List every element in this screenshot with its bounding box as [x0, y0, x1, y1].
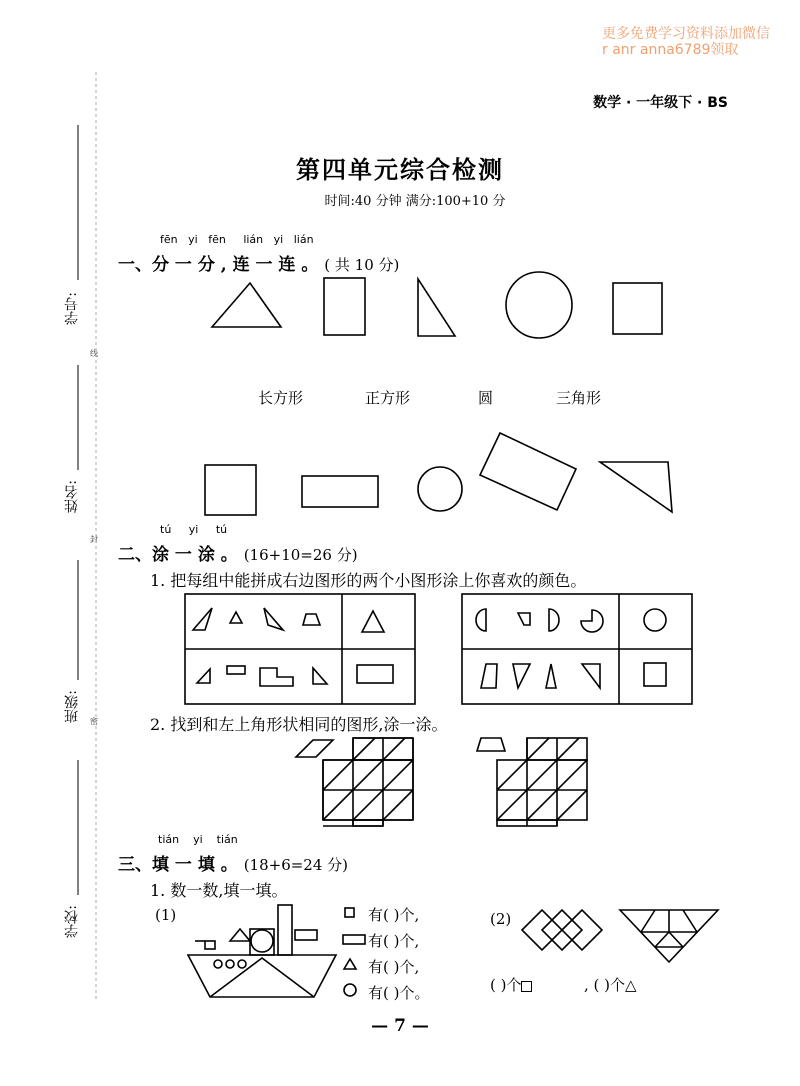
pinyin-yi1: yi — [188, 233, 198, 246]
count-triangles-blank: , ( )个 — [584, 976, 626, 994]
pinyin-fen1: fēn — [160, 233, 178, 246]
count-squares-blank: ( )个 — [490, 976, 522, 994]
t1-target-triangle — [362, 611, 384, 632]
t1-piece-a — [193, 608, 212, 630]
watermark-line2: r anr anna6789领取 — [602, 42, 739, 58]
pinyin-yi3: yi — [188, 523, 199, 536]
section2-heading-text: 二、涂 一 涂 。 — [118, 545, 238, 565]
legend-triangle-icon — [344, 959, 356, 969]
sample-parallelogram — [296, 740, 333, 757]
legend-circle-icon — [344, 984, 356, 996]
pinyin-yi4: yi — [193, 833, 203, 846]
fill-row-triangle: 有( )个, — [368, 958, 420, 976]
class-label: 班级: — [64, 690, 80, 723]
pinyin-tian1: tián — [158, 833, 180, 846]
shape-rectangle-2 — [302, 476, 378, 507]
shape-circle-1 — [506, 272, 572, 338]
pinyin-tu2: tú — [215, 523, 228, 536]
seal-mark-line: 线 — [90, 349, 98, 358]
part1-label: (1) — [155, 906, 177, 924]
t2-semicircle-2 — [549, 609, 559, 631]
shape-triangle-2 — [600, 462, 672, 512]
name-label: 姓名: — [64, 480, 80, 513]
school-label: 学校: — [64, 905, 80, 938]
pinyin-lian1: lián — [243, 233, 264, 246]
boat-figure — [188, 905, 336, 997]
section1-heading-text: 一、分 一 分 , 连 一 连 。 — [118, 255, 319, 275]
grid-left — [323, 738, 413, 826]
grid-right — [497, 738, 587, 826]
t1-piece-b — [230, 612, 242, 623]
pinyin-lian2: lián — [293, 233, 314, 246]
seal-mark-secret: 密 — [90, 717, 98, 726]
subject-label: 数学 · 一年级下 · BS — [593, 95, 728, 111]
legend-rect-icon — [343, 935, 365, 944]
t1-piece-d — [303, 614, 320, 625]
shape-rotated-rectangle — [480, 433, 576, 510]
t2-tri-2 — [546, 664, 556, 688]
t1-piece-e — [197, 669, 210, 683]
t2-target-square — [644, 663, 666, 686]
sample-trapezoid — [477, 738, 505, 751]
section3-points: (18+6=24 分) — [243, 856, 349, 874]
t2-quarter — [518, 613, 530, 625]
triangle-figure — [620, 910, 718, 962]
shape-triangle-1 — [212, 283, 281, 327]
diamond-figure — [522, 910, 622, 950]
label-square: 正方形 — [365, 389, 411, 407]
watermark-line1: 更多免费学习资料添加微信 — [602, 26, 770, 42]
student-no-label: 学号: — [64, 292, 80, 325]
page-subtitle: 时间:40 分钟 满分:100+10 分 — [324, 194, 506, 209]
section2-question1: 1. 把每组中能拼成右边图形的两个小图形涂上你喜欢的颜色。 — [150, 571, 587, 590]
shape-right-triangle-1 — [418, 279, 455, 336]
t2-tri-3 — [582, 664, 600, 688]
t2-trap-1 — [481, 664, 497, 688]
label-circle: 圆 — [478, 389, 494, 407]
section1-points: ( 共 10 分) — [324, 256, 400, 274]
t1-piece-f — [227, 666, 245, 674]
t2-three-quarter — [581, 610, 603, 632]
shape-square-2 — [205, 465, 256, 515]
legend-square-icon — [345, 908, 354, 917]
pinyin-tian2: tián — [216, 833, 238, 846]
pinyin-yi2: yi — [273, 233, 284, 246]
pinyin-tu1: tú — [160, 523, 172, 536]
section3-question1: 1. 数一数,填一填。 — [150, 881, 288, 900]
t1-piece-c — [264, 608, 283, 630]
shape-rectangle-1 — [324, 278, 365, 335]
fill-row-circle: 有( )个。 — [368, 984, 430, 1002]
section3-heading-text: 三、填 一 填 。 — [118, 855, 238, 875]
t2-semicircle-1 — [476, 609, 486, 631]
label-rectangle: 长方形 — [258, 389, 304, 407]
t1-piece-g — [260, 668, 293, 686]
section2-points: (16+10=26 分) — [243, 546, 358, 564]
t2-target-circle — [644, 609, 666, 631]
fill-row-rectangle: 有( )个, — [368, 932, 420, 950]
part2-label: (2) — [490, 910, 512, 928]
t1-piece-h — [313, 668, 327, 684]
page-title: 第四单元综合检测 — [296, 155, 504, 184]
pinyin-fen2: fēn — [208, 233, 226, 246]
t2-tri-1 — [513, 664, 530, 688]
seal-mark-seal: 封 — [90, 535, 98, 544]
fill-row-square: 有( )个, — [368, 906, 420, 924]
shape-circle-2 — [418, 467, 462, 511]
page-number: — 7 — — [371, 1016, 429, 1036]
triangle-mark-icon: △ — [625, 976, 637, 994]
t1-target-rect — [357, 665, 393, 683]
label-triangle: 三角形 — [556, 389, 602, 407]
section2-question2: 2. 找到和左上角形状相同的图形,涂一涂。 — [150, 715, 448, 734]
shape-square-1 — [613, 283, 662, 334]
